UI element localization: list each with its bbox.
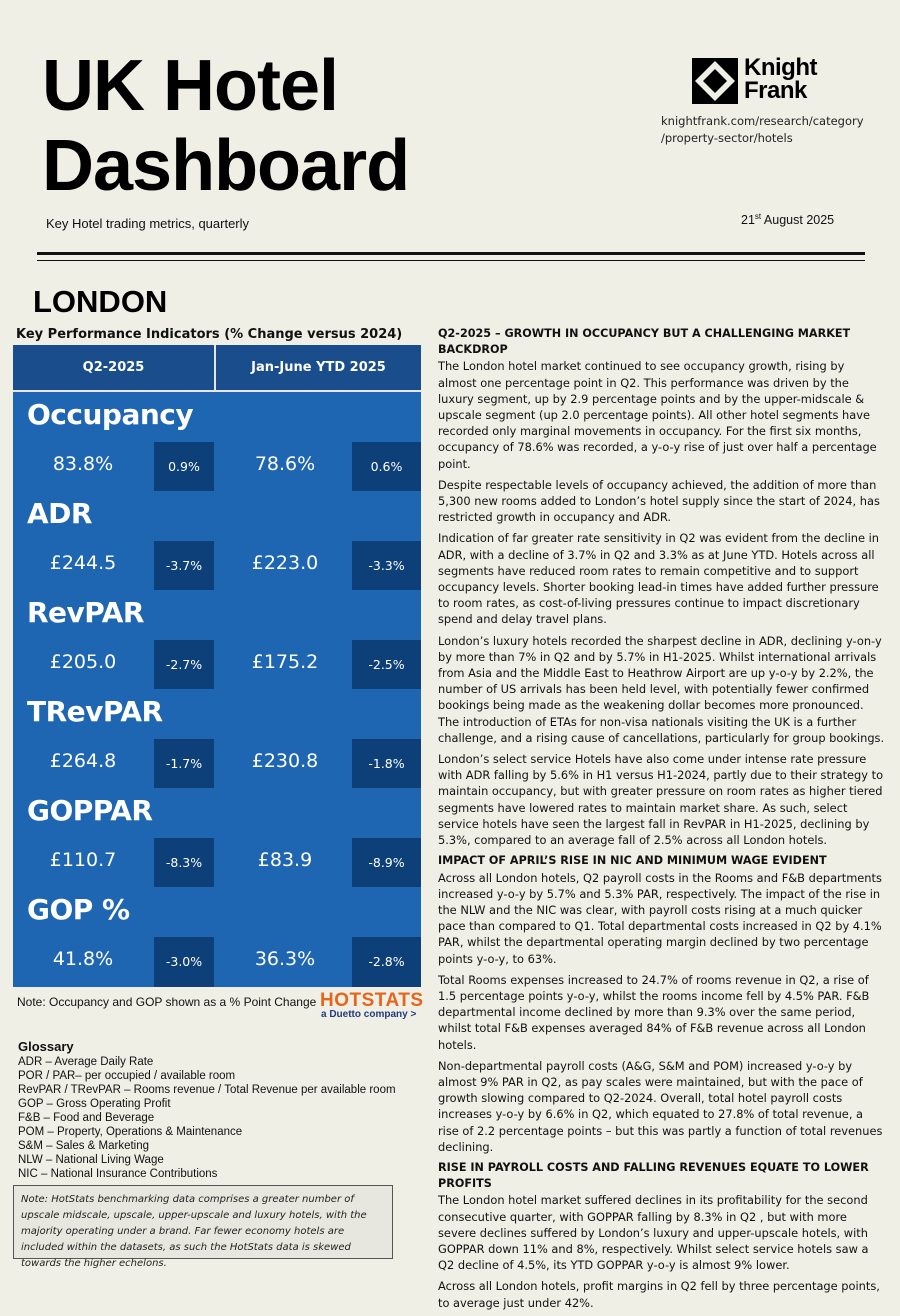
kpi-ytd-change: 0.6% — [352, 442, 421, 491]
hotstats-tagline: a Duetto company > — [321, 1009, 417, 1020]
logo-word-1: Knight — [744, 54, 817, 81]
glossary-item: RevPAR / TRevPAR – Rooms revenue / Total Revenue per available room — [18, 1084, 396, 1096]
kpi-q2-change: -3.0% — [154, 937, 214, 987]
section-heading-payroll: IMPACT OF APRIL’S RISE IN NIC AND MINIMUM WAGE EVIDENT — [438, 854, 827, 868]
section-heading-profits: RISE IN PAYROLL COSTS AND FALLING REVENUES EQUATE TO LOWER PROFITS — [438, 1160, 869, 1191]
commentary-paragraph: Non-departmental payroll costs (A&G, S&M and POM) increased y-o-y by almost 9% PAR in Q2, as pay scales were maintained, but with the pace of growth slowing compared to Q2-2024. Overall, total hotel payroll costs increases y-o-y by 6.6% in Q2, which equated to 27.8% of total revenue, a rise of 2.2 percentage points – but this was partly a function of total revenues declining. — [438, 1058, 883, 1154]
kpi-ytd-value: £175.2 — [251, 651, 319, 673]
glossary-item: POR / PAR– per occupied / available room — [18, 1070, 236, 1082]
kpi-q2-value: 83.8% — [52, 453, 114, 475]
city-heading: LONDON — [33, 284, 168, 319]
commentary-paragraph: The London hotel market continued to see occupancy growth, rising by almost one percentage point in Q2. This performance was driven by the luxury segment, up by 2.9 percentage points and by the upper-midscale & upscale segment (up 2.0 percentage points). All other hotel segments have recorded only marginal movements in occupancy. For the first six months, occupancy of 78.6% was recorded, a y-o-y rise of just over half a percentage point. — [438, 359, 877, 471]
commentary-paragraph: Across all London hotels, Q2 payroll costs in the Rooms and F&B departments increased y-o-y by 5.7% and 5.3% PAR, respectively. The impact of the rise in the NLW and the NIC was clear, with payroll costs rising at a much quicker pace than compared to Q1. Total departmental costs increased in Q2 by 4.1% PAR, whilst the departmental operating margin declined by two percentage points y-o-y, to 63%. — [438, 870, 882, 966]
kpi-q2-change: -8.3% — [154, 838, 214, 887]
kpi-ytd-change: -3.3% — [352, 541, 421, 590]
date-suffix: st — [754, 212, 762, 221]
kpi-ytd-value: 78.6% — [254, 453, 316, 475]
kpi-label: TRevPAR — [27, 695, 163, 728]
kpi-row-revpar — [13, 590, 421, 689]
page-title — [42, 46, 409, 206]
glossary-item: POM – Property, Operations & Maintenance — [18, 1126, 243, 1138]
kpi-q2-change: -1.7% — [154, 739, 214, 788]
url-line-1: knightfrank.com/research/category — [661, 114, 864, 128]
kpi-label: ADR — [27, 497, 92, 530]
glossary-item: ADR – Average Daily Rate — [18, 1056, 154, 1068]
kpi-table — [13, 345, 421, 987]
kpi-q2-value: 41.8% — [52, 948, 114, 970]
logo-wordmark — [744, 56, 817, 102]
kpi-footnote: Note: Occupancy and GOP shown as a % Point Change — [17, 995, 317, 1009]
commentary-paragraph: The London hotel market suffered declines in its profitability for the second consecutive quarter, with GOPPAR falling by 8.3% in Q2 , but with more severe declines suffered by London’s luxury and upper-upscale hotels, with GOPPAR down 11% and 8%, respectively. Whilst select service hotels saw a Q2 decline of 4.5%, its YTD GOPPAR y-o-y is almost 9% lower. — [438, 1193, 869, 1273]
page-subtitle: Key Hotel trading metrics, quarterly — [46, 216, 250, 231]
kpi-label: Occupancy — [27, 398, 194, 431]
kpi-ytd-change: -8.9% — [352, 838, 421, 887]
kpi-heading: Key Performance Indicators (% Change versus 2024) — [16, 327, 403, 342]
kpi-row-occupancy — [13, 390, 421, 491]
kpi-q2-change: -2.7% — [154, 640, 214, 689]
date-month-year: August 2025 — [761, 213, 835, 227]
kpi-row-gop-percent — [13, 887, 421, 987]
kpi-col-q2: Q2-2025 — [82, 360, 145, 375]
kpi-ytd-change: -2.8% — [352, 937, 421, 987]
glossary-item: NLW – National Living Wage — [18, 1154, 164, 1166]
title-line-2: Dashboard — [42, 126, 410, 206]
glossary — [18, 1040, 418, 1181]
commentary — [438, 326, 885, 1316]
kpi-ytd-value: £83.9 — [257, 849, 313, 871]
section-heading-occupancy: Q2-2025 – GROWTH IN OCCUPANCY BUT A CHALLENGING MARKET BACKDROP — [438, 327, 851, 357]
hotstats-name: HOTSTATS — [320, 990, 424, 1011]
commentary-paragraph: London’s select service Hotels have also come under intense rate pressure with ADR falling by 5.6% in H1 versus H1-2024, partly due to their strategy to maintain occupancy, but with greater pressure on room rates as higher tiered segments have lowered rates to maintain market share. As such, select service hotels have seen the largest fall in RevPAR in H1-2025, declining by 5.3%, compared to an average fall of 2.5% across all London hotels. — [438, 752, 884, 848]
research-url[interactable] — [661, 113, 864, 147]
hotstats-logo — [320, 990, 424, 1020]
glossary-item: GOP – Gross Operating Profit — [18, 1098, 171, 1110]
date-day: 21 — [741, 213, 755, 227]
kpi-ytd-value: 36.3% — [254, 948, 316, 970]
commentary-paragraph: Across all London hotels, profit margins in Q2 fell by three percentage points, to average just under 42%. — [438, 1279, 880, 1310]
commentary-paragraph: Despite respectable levels of occupancy achieved, the addition of more than 5,300 new rooms added to London’s hotel supply since the start of 2024, has restricted growth in occupancy and ADR. — [438, 477, 880, 525]
logo-word-2: Frank — [744, 77, 807, 104]
commentary-paragraph: London’s luxury hotels recorded the sharpest decline in ADR, declining y-on-y by more than 7% in Q2 and by 5.7% in H1-2025. Whilst international arrivals from Asia and the Middle East to Heathrow Airport are up y-o-y by 2.2%, the number of US arrivals has been held level, with potentially fewer confirmed bookings being made as the weakening dollar becomes more pronounced. The introduction of ETAs for non-visa nationals visiting the UK is a further challenge, and a rising cause of cancellations, particularly for group bookings. — [438, 633, 885, 745]
glossary-item: S&M – Sales & Marketing — [18, 1140, 150, 1152]
kpi-q2-change: -3.7% — [154, 541, 214, 590]
kpi-ytd-change: -2.5% — [352, 640, 421, 689]
kpi-ytd-change: -1.8% — [352, 739, 421, 788]
kpi-label: GOPPAR — [27, 794, 153, 827]
kpi-row-adr — [13, 491, 421, 590]
kpi-label: RevPAR — [27, 596, 144, 629]
kpi-row-goppar — [13, 788, 421, 887]
knight-frank-logo — [692, 56, 832, 108]
kpi-col-ytd: Jan-June YTD 2025 — [251, 360, 386, 375]
commentary-paragraph: Total Rooms expenses increased to 24.7% of rooms revenue in Q2, a rise of 1.5 percentage points y-o-y, whilst the rooms income fell by 4.5% PAR. F&B departmental income declined by more than 9.3% over the same period, whilst total F&B expenses averaged 84% of F&B revenue across all London hotels. — [438, 972, 870, 1052]
publication-date — [741, 212, 834, 227]
hotstats-note-box: Note: HotStats benchmarking data comprises a greater number of upscale midscale, upscale, upper-upscale and luxury hotels, with the majority operating under a brand. Far fewer economy hotels are included within the datasets, as such the HotStats data is skewed towards the higher echelons. — [13, 1185, 393, 1259]
kpi-label: GOP % — [27, 893, 130, 926]
commentary-paragraph: Indication of far greater rate sensitivity in Q2 was evident from the decline in ADR, with a decline of 3.7% in Q2 and 3.3% as at June YTD. Hotels across all segments have reduced room rates to remain competitive and to support occupancy levels. Shorter booking lead-in times have added further pressure to room rates, as cost-of-living pressures continue to impact discretionary spend and delay travel plans. — [438, 531, 880, 627]
kpi-table-header — [13, 345, 421, 390]
kpi-q2-value: £110.7 — [49, 849, 117, 871]
header-rule-thick — [37, 252, 865, 255]
url-line-2: /property-sector/hotels — [661, 131, 793, 145]
glossary-item: F&B – Food and Beverage — [18, 1112, 155, 1124]
kpi-q2-change: 0.9% — [154, 442, 214, 491]
kpi-row-trevpar — [13, 689, 421, 788]
kpi-q2-value: £244.5 — [49, 552, 117, 574]
knight-frank-logo-icon — [692, 58, 738, 104]
header-rule-thin — [37, 260, 865, 261]
kpi-ytd-value: £223.0 — [251, 552, 319, 574]
glossary-item: NIC – National Insurance Contributions — [18, 1168, 218, 1180]
title-line-1: UK Hotel — [42, 46, 338, 126]
kpi-ytd-value: £230.8 — [251, 750, 319, 772]
glossary-title: Glossary — [18, 1039, 74, 1054]
kpi-q2-value: £264.8 — [49, 750, 117, 772]
kpi-q2-value: £205.0 — [49, 651, 117, 673]
